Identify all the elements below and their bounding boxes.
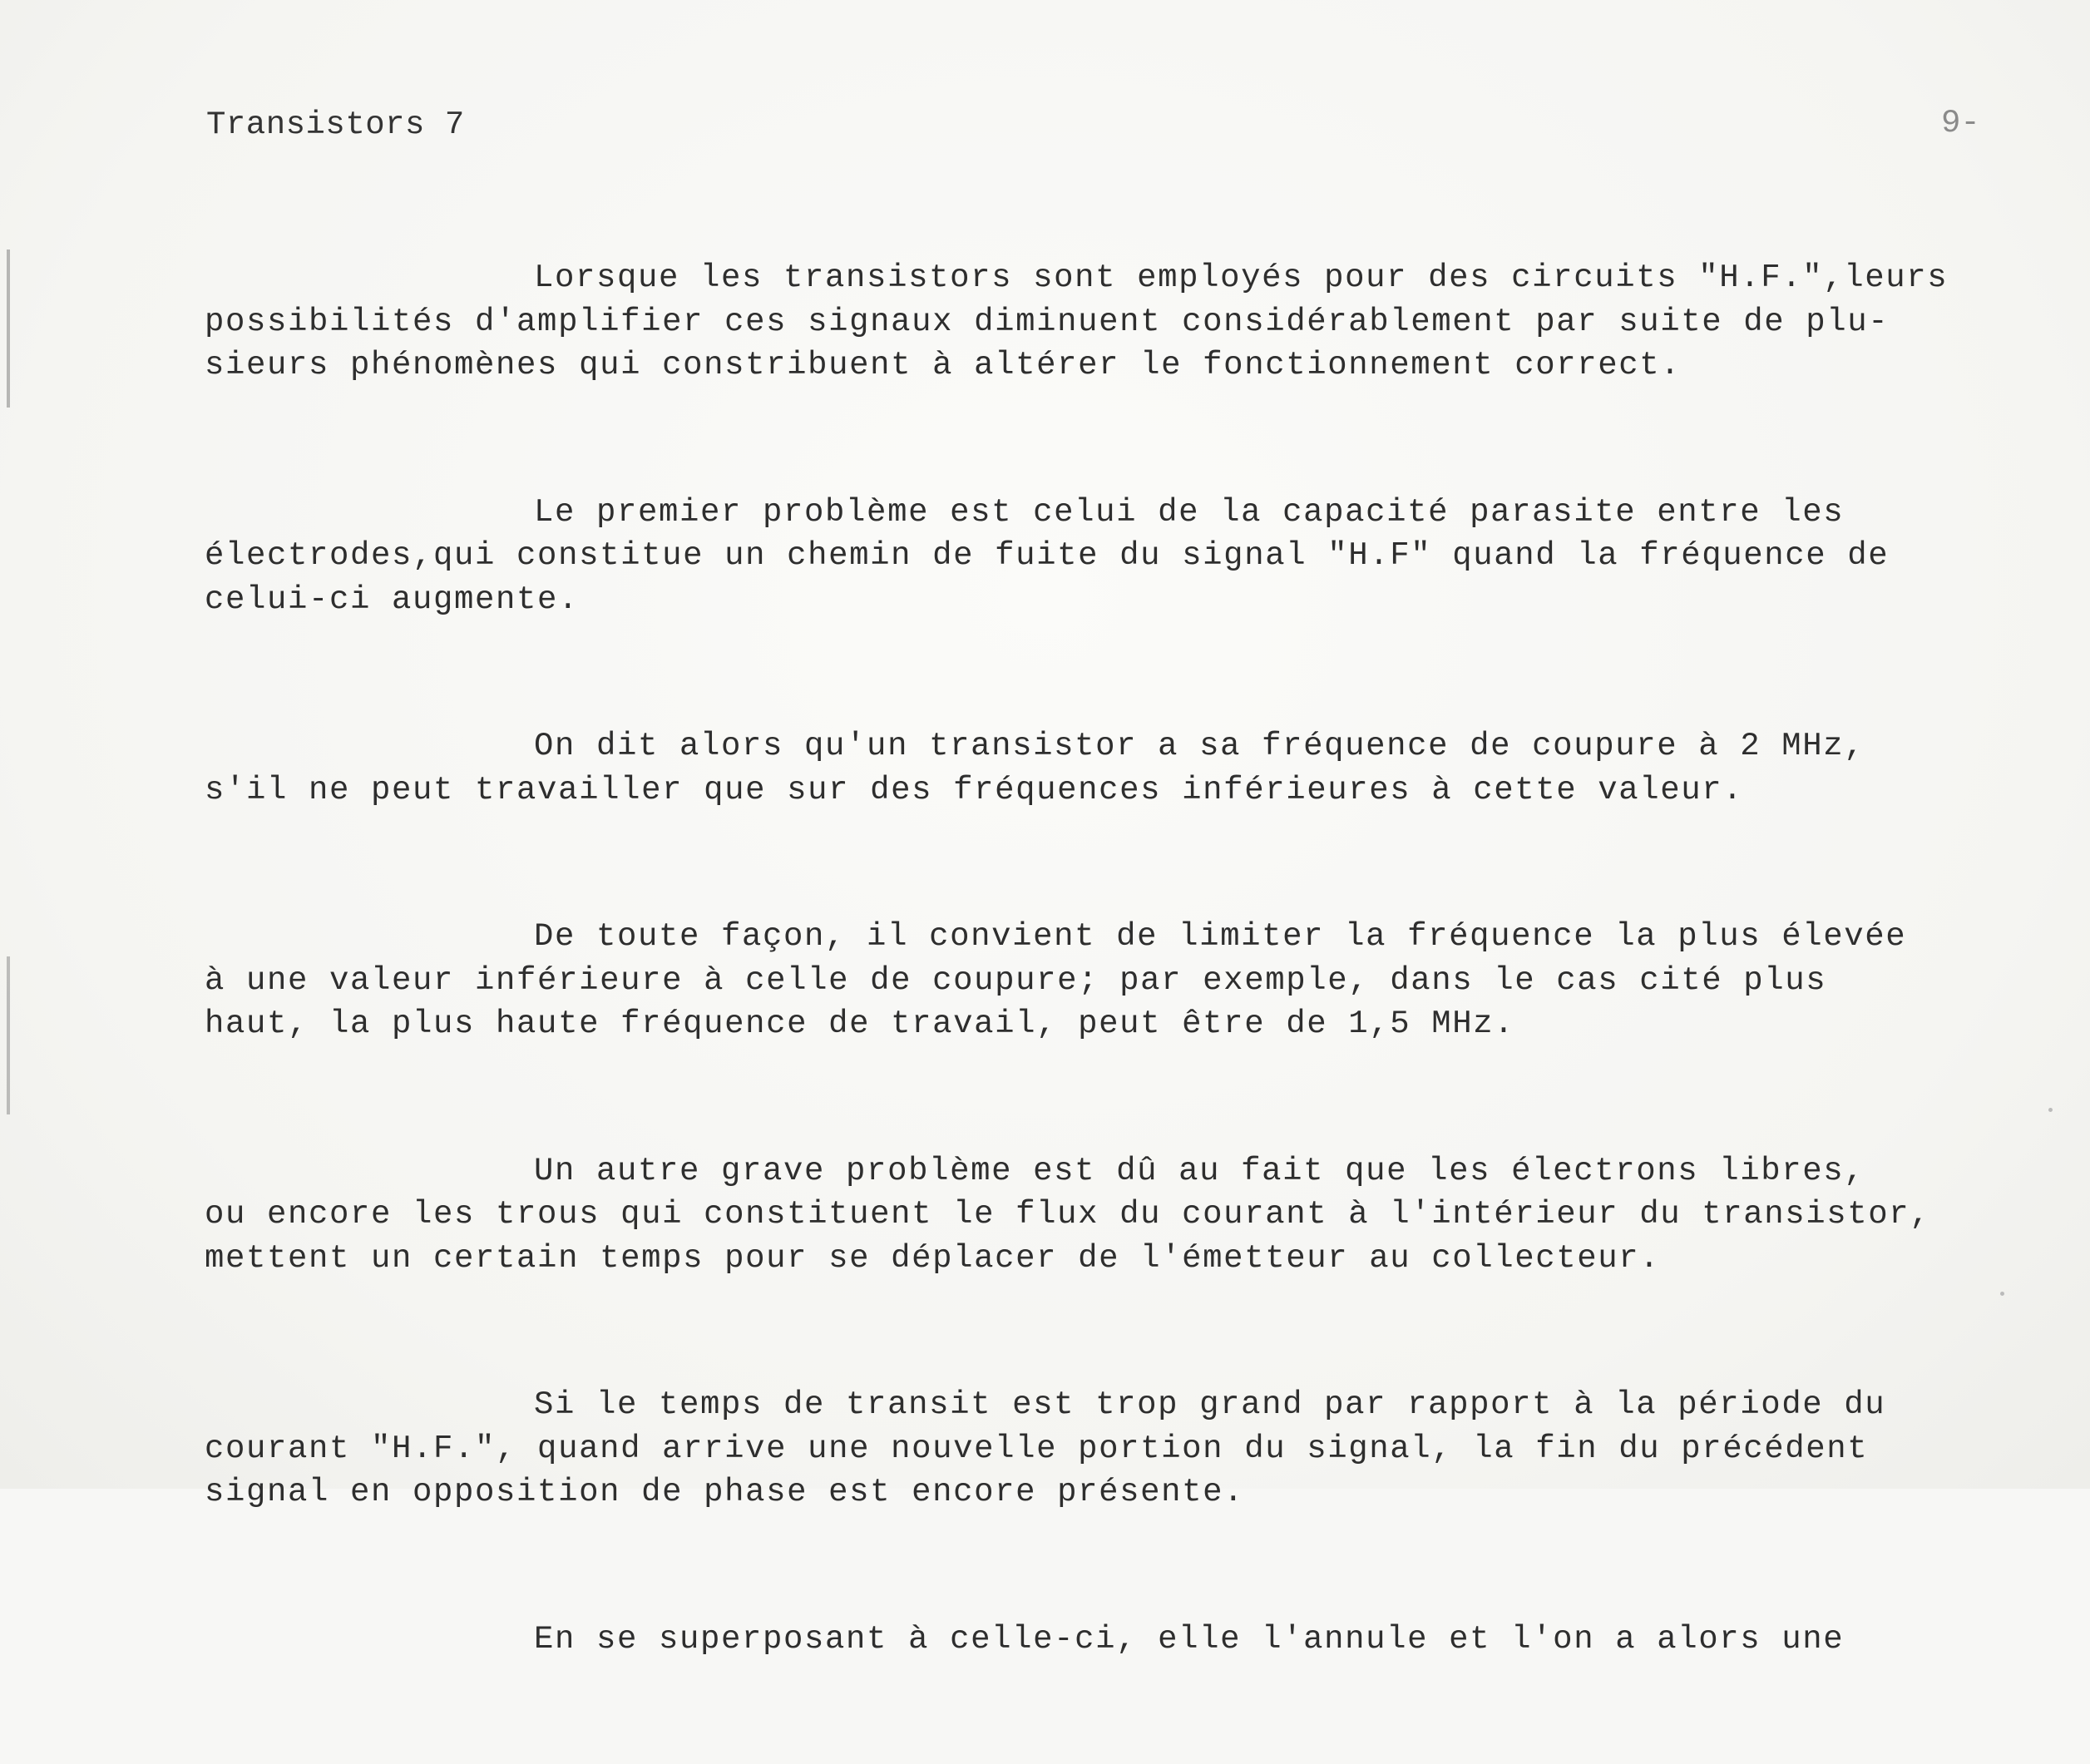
text-line: haut, la plus haute fréquence de travail, peut être de 1,5 MHz. bbox=[205, 1006, 1515, 1042]
text-line: signal en opposition de phase est encore présente. bbox=[205, 1474, 1245, 1510]
running-head: Transistors 7 bbox=[206, 106, 465, 143]
text-line: mettent un certain temps pour se déplacer de l'émetteur au collecteur. bbox=[205, 1239, 1661, 1277]
paragraph-transit-time bbox=[205, 1149, 2034, 1281]
text-line: Le premier problème est celui de la capacité parasite entre les bbox=[534, 493, 1845, 531]
scan-edge-mark bbox=[7, 956, 10, 1114]
paragraph-cutoff-frequency bbox=[205, 724, 2034, 812]
paragraph-superposition bbox=[205, 1618, 2034, 1662]
page-number: 9- bbox=[1941, 105, 1980, 141]
paragraph-phase-opposition bbox=[205, 1383, 2034, 1514]
text-line: à une valeur inférieure à celle de coupure; par exemple, dans le cas cité plus bbox=[205, 961, 1827, 999]
text-line: Si le temps de transit est trop grand par rapport à la période du bbox=[534, 1386, 1886, 1423]
paragraph-hf-transistors bbox=[205, 256, 2034, 388]
text-line: celui-ci augmente. bbox=[205, 581, 580, 618]
text-line: En se superposant à celle-ci, elle l'annule et l'on a alors une bbox=[534, 1620, 1845, 1658]
text-line: sieurs phénomènes qui constribuent à altérer le fonctionnement correct. bbox=[205, 347, 1682, 383]
text-line: électrodes,qui constitue un chemin de fuite du signal "H.F" quand la fréquence de bbox=[205, 537, 1890, 574]
paragraph-frequency-limit bbox=[205, 915, 2034, 1046]
body-text bbox=[205, 256, 2034, 1764]
text-line: ou encore les trous qui constituent le flux du courant à l'intérieur du transistor, bbox=[205, 1196, 1931, 1233]
scan-edge-mark bbox=[7, 250, 10, 408]
text-line: courant "H.F.", quand arrive une nouvelle portion du signal, la fin du précédent bbox=[205, 1430, 1869, 1467]
paragraph-parasitic-capacitance bbox=[205, 491, 2034, 622]
text-line: On dit alors qu'un transistor a sa fréquence de coupure à 2 MHz, bbox=[534, 728, 1865, 764]
text-line: Lorsque les transistors sont employés pour des circuits "H.F.",leurs bbox=[534, 259, 1949, 296]
text-line: possibilités d'amplifier ces signaux diminuent considérablement par suite de plu- bbox=[205, 303, 1890, 340]
scan-speck bbox=[2048, 1108, 2053, 1112]
scan-speck bbox=[2000, 1292, 2004, 1296]
text-line: s'il ne peut travailler que sur des fréquences inférieures à cette valeur. bbox=[205, 771, 1744, 808]
text-line: De toute façon, il convient de limiter la fréquence la plus élevée bbox=[534, 918, 1907, 955]
text-line: Un autre grave problème est dû au fait que les électrons libres, bbox=[534, 1152, 1865, 1189]
